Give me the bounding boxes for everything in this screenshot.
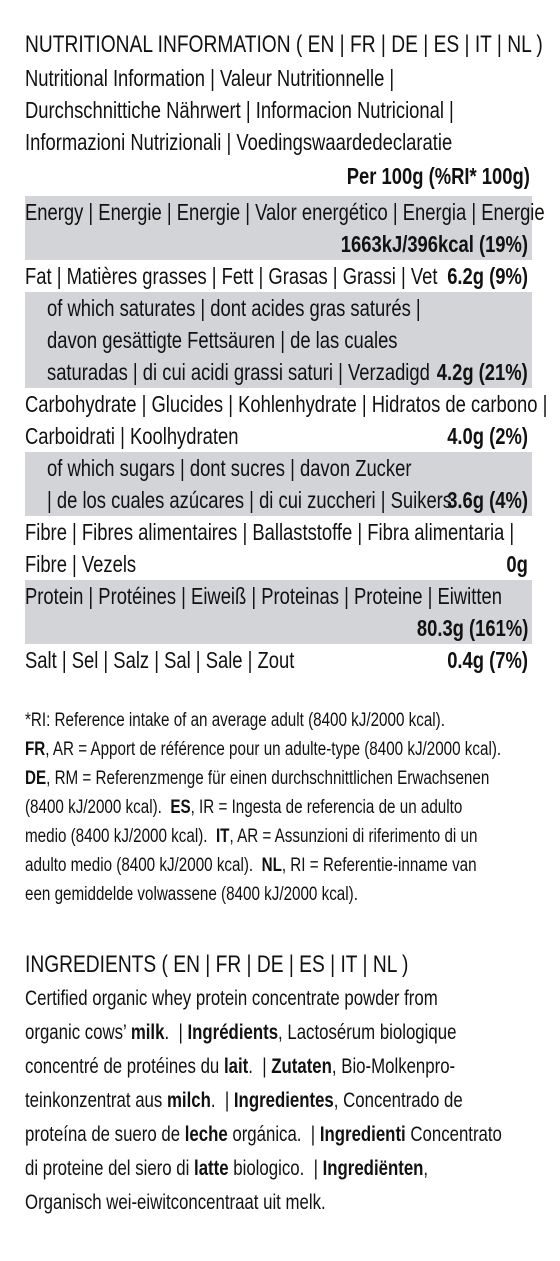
ingredients-line: teinkonzentrat aus milch. | Ingredientes, Concentrado de: [25, 1089, 463, 1112]
per-100g-label: Per 100g (%RI* 100g): [346, 163, 530, 189]
nutrient-label-line: Protein | Protéines | Eiweiß | Proteinas | Proteine | Eiwitten: [25, 583, 502, 609]
ingredients-line: Certified organic whey protein concentrate powder from: [25, 987, 438, 1010]
ingredients-line: concentré de protéines du lait. | Zutaten, Bio-Molkenpro-: [25, 1055, 456, 1078]
nutrient-label-line: Carboidrati | Koolhydraten 4.0g (2%): [25, 420, 532, 452]
subheading-line: Informazioni Nutrizionali | Voedingswaardedeclaratie: [25, 129, 453, 155]
ingredients-line: proteína de suero de leche orgánica. | Ingredienti Concentrato: [25, 1123, 502, 1146]
nutrient-value: 4.2g (21%): [436, 359, 528, 385]
nutrient-row: [25, 292, 532, 388]
nutrition-heading: NUTRITIONAL INFORMATION ( EN | FR | DE | ES | IT | NL ): [25, 31, 543, 58]
nutrient-row: [25, 196, 545, 260]
nutrient-label-line: Fibre | Fibres alimentaires | Ballaststoffe | Fibra alimentaria |: [25, 519, 515, 545]
ingredients-line: Organisch wei-eiwitconcentraat uit melk.: [25, 1191, 326, 1214]
nutrient-row: [25, 452, 532, 516]
nutrient-value: 4.0g (2%): [447, 423, 528, 449]
nutrient-row: [25, 260, 532, 292]
nutrient-label-line: Fat | Matières grasses | Fett | Grasas | Grassi | Vet 6.2g (9%): [25, 260, 532, 292]
nutrient-label-line: Energy | Energie | Energie | Valor energético | Energia | Energie: [25, 199, 545, 225]
ingredients-line: organic cows’ milk. | Ingrédients, Lactosérum biologique: [25, 1021, 457, 1044]
nutrient-value: 3.6g (4%): [447, 487, 528, 513]
ingredients-line: di proteine del siero di latte biologico. | Ingrediënten,: [25, 1157, 429, 1180]
nutrition-subheading: [25, 62, 560, 158]
nutrient-value: 0g: [506, 551, 528, 577]
footnote-line: FR, AR = Apport de référence pour un adulte-type (8400 kJ/2000 kcal).: [25, 739, 502, 760]
subheading-line: Nutritional Information | Valeur Nutritionnelle |: [25, 65, 395, 91]
footnote-line: adulto medio (8400 kJ/2000 kcal). NL, RI = Referentie-inname van: [25, 855, 477, 876]
footnote-line: DE, RM = Referenzmenge für einen durchschnittlichen Erwachsenen: [25, 768, 490, 789]
nutrient-label-line: of which sugars | dont sucres | davon Zucker: [47, 455, 412, 481]
nutrient-label-line: Salt | Sel | Salz | Sal | Sale | Zout 0.4g (7%): [25, 644, 532, 676]
nutrient-label-line: of which saturates | dont acides gras saturés |: [47, 295, 421, 321]
nutrient-label-line: saturadas | di cui acidi grassi saturi | Verzadigd 4.2g (21%): [25, 356, 532, 388]
footnote-line: *RI: Reference intake of an average adult (8400 kJ/2000 kcal).: [25, 710, 445, 731]
ingredients-text: [25, 982, 540, 1220]
nutrient-label-line: Fibre | Vezels 0g: [25, 548, 532, 580]
footnote-line: een gemiddelde volwassene (8400 kJ/2000 kcal).: [25, 884, 358, 905]
nutrient-value: 80.3g (161%): [416, 615, 528, 641]
ingredients-heading: INGREDIENTS ( EN | FR | DE | ES | IT | NL ): [25, 951, 409, 978]
nutrient-row: [25, 388, 548, 452]
nutrient-label-line: | de los cuales azúcares | di cui zuccheri | Suikers 3.6g (4%): [25, 484, 532, 516]
nutrient-row: [25, 580, 532, 644]
nutrient-value: 1663kJ/396kcal (19%): [340, 231, 528, 257]
nutrient-row: [25, 516, 532, 580]
nutrient-value: 6.2g (9%): [447, 263, 528, 289]
subheading-line: Durchschnittiche Nährwert | Informacion Nutricional |: [25, 97, 454, 123]
nutrition-table: [25, 196, 548, 676]
footnote-line: medio (8400 kJ/2000 kcal). IT, AR = Assunzioni di riferimento di un: [25, 826, 478, 847]
nutrient-value: 0.4g (7%): [447, 647, 528, 673]
nutrient-label-line: davon gesättigte Fettsäuren | de las cuales: [47, 327, 398, 353]
footnote-line: (8400 kJ/2000 kcal). ES, IR = Ingesta de referencia de un adulto: [25, 797, 463, 818]
reference-intake-footnote: [25, 706, 535, 909]
nutrient-label-line: Carbohydrate | Glucides | Kohlenhydrate | Hidratos de carbono |: [25, 391, 548, 417]
nutrient-row: [25, 644, 532, 676]
